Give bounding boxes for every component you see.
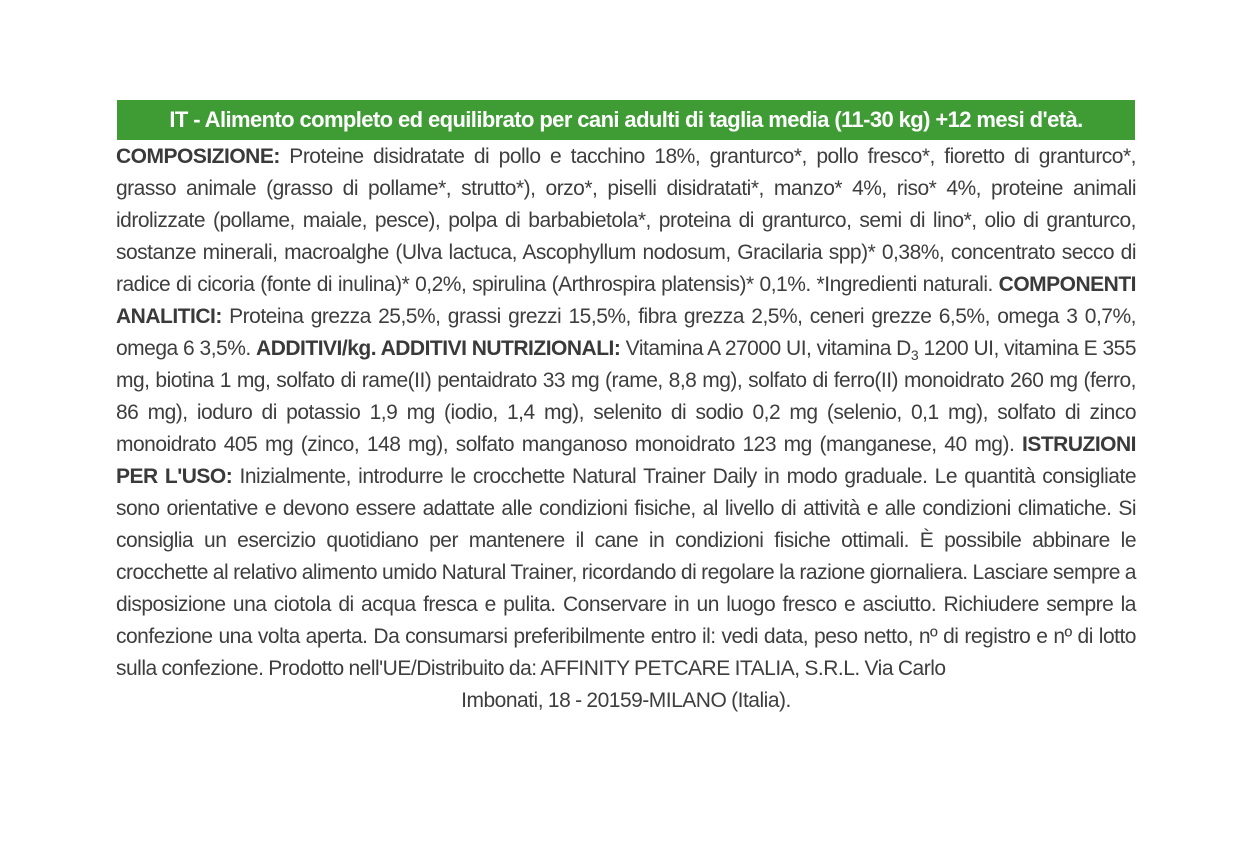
- composizione-text: Proteine disidratate di pollo e tacchino 18%, granturco*, pollo fresco*, fioretto di granturco*, grasso animale (grasso di pollame*, strutto*), orzo*, piselli disidratati*, manzo* 4%, riso* 4%, proteine animali idrolizzate (pollame, maiale, pesce), polpa di barbabietola*, proteina di granturco, semi di lino*, olio di granturco, sostanze minerali, macroalghe (Ulva lactuca, Ascophyllum nodosum, Gracilaria spp)* 0,38%, concentrato secco di radice di cicoria (fonte di inulina)* 0,2%, spirulina (Arthrospira platensis)* 0,1%. *Ingredienti naturali.: [116, 145, 1136, 296]
- label-body-text: [116, 141, 1136, 717]
- componenti-analitici-heading: COMPONENTI ANALITICI:: [116, 273, 1136, 328]
- vitamin-d-subscript: 3: [910, 347, 919, 364]
- additivi-text-a: Vitamina A 27000 UI, vitamina D: [620, 337, 911, 360]
- additivi-heading: ADDITIVI/kg. ADDITIVI NUTRIZIONALI:: [256, 337, 621, 360]
- address-last-line: Imbonati, 18 - 20159-MILANO (Italia).: [461, 689, 791, 712]
- product-description-banner: IT - Alimento completo ed equilibrato per cani adulti di taglia media (11-30 kg) +12 mesi d'età.: [117, 100, 1135, 140]
- istruzioni-text: Inizialmente, introdurre le crocchette Natural Trainer Daily in modo graduale. Le quantità consigliate sono orientative e devono essere adattate alle condizioni fisiche, al livello di attività e alle condizioni climatiche. Si consiglia un esercizio quotidiano per mantenere il cane in condizioni fisiche ottimali. È possibile abbinare le crocchette al relativo alimento umido Natural Trainer, ricordando di regolare la razione giornaliera. Lasciare sempre a disposizione una ciotola di acqua fresca e pulita. Conservare in un luogo fresco e asciutto. Richiudere sempre la confezione una volta aperta. Da consumarsi preferibilmente entro il: vedi data, peso netto, nº di registro e nº di lotto sulla confezione. Prodotto nell'UE/Distribuito da: AFFINITY PETCARE ITALIA, S.R.L. Via Carlo: [116, 465, 1137, 680]
- additivi-text-b: 1200 UI, vitamina E 355 mg, biotina 1 mg, solfato di rame(II) pentaidrato 33 mg (rame, 8,8 mg), solfato di ferro(II) monoidrato 260 mg (ferro, 86 mg), ioduro di potassio 1,9 mg (iodio, 1,4 mg), selenito di sodio 0,2 mg (selenio, 0,1 mg), solfato di zinco monoidrato 405 mg (zinco, 148 mg), solfato manganoso monoidrato 123 mg (manganese, 40 mg).: [116, 337, 1137, 456]
- componenti-analitici-text: Proteina grezza 25,5%, grassi grezzi 15,5%, fibra grezza 2,5%, ceneri grezze 6,5%, omega 3 0,7%, omega 6 3,5%.: [116, 305, 1136, 360]
- composizione-heading: COMPOSIZIONE:: [116, 145, 280, 168]
- istruzioni-heading: ISTRUZIONI PER L'USO:: [116, 433, 1136, 488]
